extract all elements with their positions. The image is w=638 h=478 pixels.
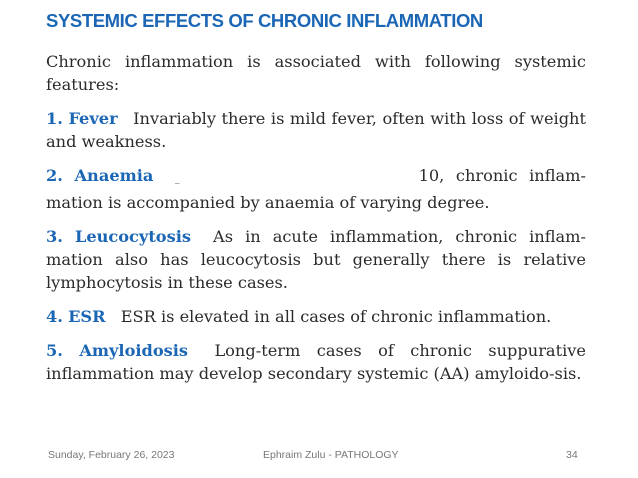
missing-text-mark: _ (174, 174, 180, 184)
slide-title: SYSTEMIC EFFECTS OF CHRONIC INFLAMMATION (46, 10, 483, 31)
intro-paragraph: Chronic inflammation is associated with following systemic features: (46, 52, 586, 94)
list-item-esr (46, 305, 586, 328)
item-number: 2. (46, 166, 63, 185)
item-heading-leucocytosis: Leucocytosis (74, 227, 191, 246)
footer-page-number: 34 (566, 449, 578, 461)
item-text-fever: Invariably there is mild fever, often with loss of weight and weakness. (46, 109, 586, 151)
slide-body (46, 50, 586, 396)
footer-date: Sunday, February 26, 2023 (48, 449, 175, 461)
item-number: 4. (46, 307, 63, 326)
item-text-esr: ESR is elevated in all cases of chronic inflammation. (120, 307, 552, 326)
list-item-anaemia (46, 164, 586, 214)
footer-author: Ephraim Zulu - PATHOLOGY (263, 449, 399, 461)
item-text-amyloidosis: Long-term cases of chronic suppurative inflammation may develop secondary systemic (AA) amyloido-sis. (46, 341, 586, 383)
list-item-fever (46, 107, 586, 153)
item-number: 3. (46, 227, 63, 246)
list-item-leucocytosis (46, 225, 586, 294)
item-text-anaemia: 10, chronic inflam-mation is accompanied by anaemia of varying degree. (46, 166, 586, 212)
item-heading-anaemia: Anaemia (74, 166, 154, 185)
item-heading-amyloidosis: Amyloidosis (79, 341, 189, 360)
list-item-amyloidosis (46, 339, 586, 385)
item-number: 5. (46, 341, 63, 360)
item-heading-esr: ESR (68, 307, 106, 326)
item-text-leucocytosis: As in acute inflammation, chronic inflam-mation also has leucocytosis but generally there is relative lymphocytosis in these cases. (46, 227, 586, 292)
item-number: 1. (46, 109, 63, 128)
item-heading-fever: Fever (68, 109, 118, 128)
